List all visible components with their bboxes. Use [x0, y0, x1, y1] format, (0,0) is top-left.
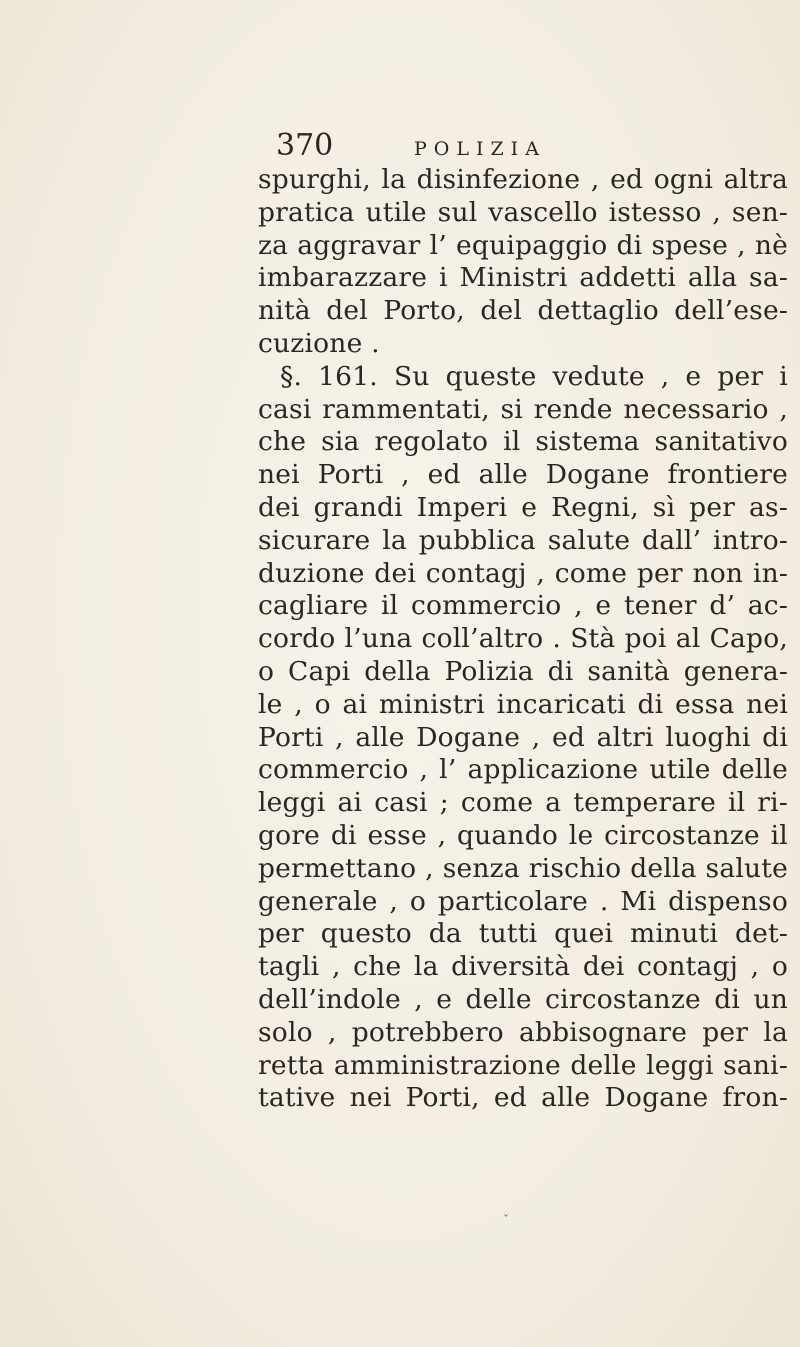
text-line: nità del Porto, del dettaglio dell’ese-	[258, 295, 788, 327]
text-line: za aggravar l’ equipaggio di spese , nè	[258, 229, 788, 261]
text-line: casi rammentati, si rende necessario ,	[258, 393, 788, 425]
page-number: 370	[276, 128, 334, 163]
body-text	[258, 164, 798, 1115]
text-line: leggi ai casi ; come a temperare il ri-	[258, 787, 788, 819]
text-line: spurghi, la disinfezione , ed ogni altra	[258, 164, 788, 195]
running-head: POLIZIA	[414, 138, 546, 160]
text-line: duzione dei contagj , come per non in-	[258, 557, 788, 589]
text-line: permettano , senza rischio della salute	[258, 852, 788, 884]
text-line: tative nei Porti, ed alle Dogane fron-	[258, 1082, 788, 1114]
text-line: per questo da tutti quei minuti det-	[258, 918, 788, 950]
text-line: tagli , che la diversità dei contagj , o	[258, 951, 788, 983]
text-line: imbarazzare i Ministri addetti alla sa-	[258, 262, 788, 294]
section-start-line: §. 161. Su queste vedute , e per i	[280, 360, 788, 392]
text-line: cuzione .	[258, 327, 380, 359]
text-line: o Capi della Polizia di sanità genera-	[258, 655, 788, 687]
page-header	[0, 128, 800, 168]
text-line: gore di esse , quando le circostanze il	[258, 819, 788, 851]
text-line: nei Porti , ed alle Dogane frontiere	[258, 459, 788, 491]
text-line: solo , potrebbero abbisognare per la	[258, 1016, 788, 1048]
text-line: che sia regolato il sistema sanitativo	[258, 426, 788, 458]
text-line: cagliare il commercio , e tener d’ ac-	[258, 590, 788, 622]
text-line: retta amministrazione delle leggi sani-	[258, 1049, 788, 1081]
ink-speck: ˇ	[503, 1213, 509, 1227]
text-line: cordo l’una coll’altro . Stà poi al Capo,	[258, 623, 788, 655]
text-line: pratica utile sul vascello istesso , sen-	[258, 196, 788, 228]
text-line: generale , o particolare . Mi dispenso	[258, 885, 788, 917]
text-line: dei grandi Imperi e Regni, sì per as-	[258, 491, 788, 523]
text-line: sicurare la pubblica salute dall’ intro-	[258, 524, 788, 556]
text-line: commercio , l’ applicazione utile delle	[258, 754, 788, 786]
text-line: dell’indole , e delle circostanze di un	[258, 983, 788, 1015]
text-line: le , o ai ministri incaricati di essa nei	[258, 688, 788, 720]
text-line: Porti , alle Dogane , ed altri luoghi di	[258, 721, 788, 753]
